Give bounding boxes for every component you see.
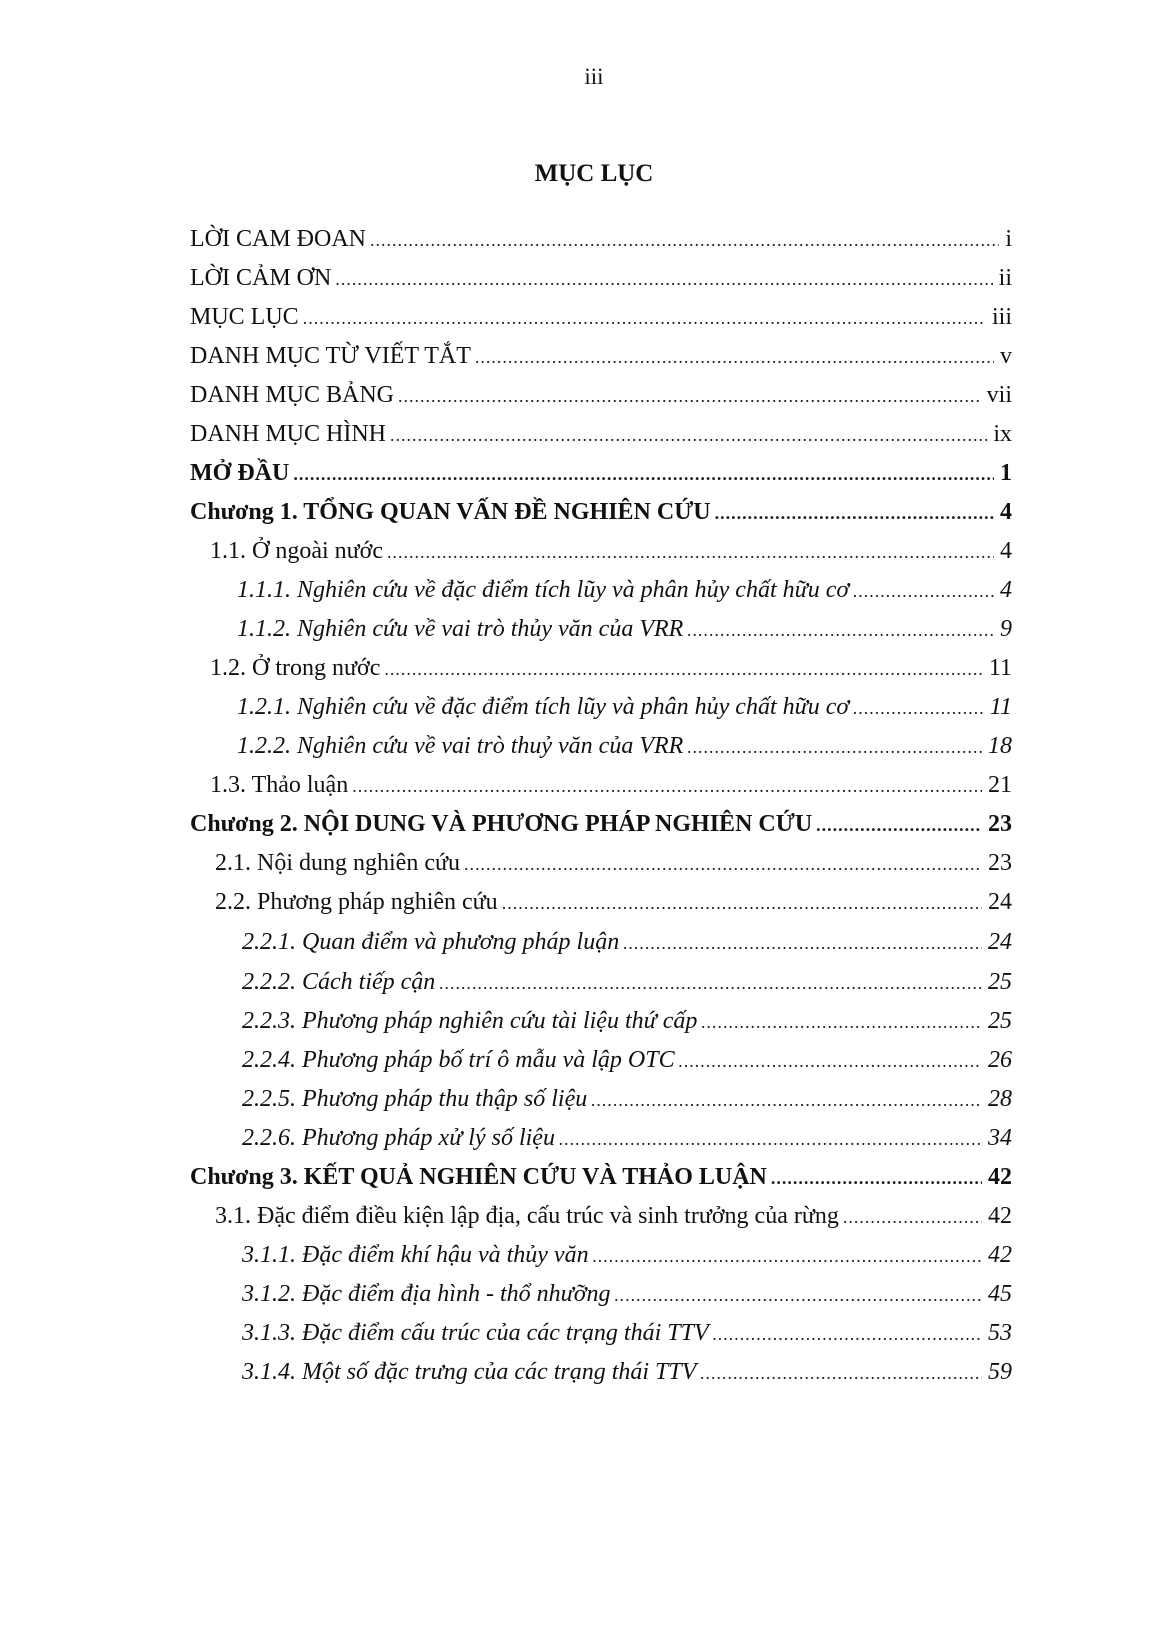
toc-leader-dots xyxy=(593,1239,982,1273)
toc-entry[interactable] xyxy=(190,222,1012,256)
toc-entry-page: 18 xyxy=(988,733,1012,759)
toc-entry[interactable] xyxy=(242,1277,1012,1311)
page-number: iii xyxy=(584,64,604,89)
toc-entry[interactable] xyxy=(210,651,1012,685)
toc-entry-page: 26 xyxy=(988,1047,1012,1073)
toc-entry-page: 25 xyxy=(988,969,1012,995)
toc-entry[interactable] xyxy=(242,1355,1012,1389)
toc-entry-page: 24 xyxy=(988,889,1012,915)
toc-entry-text: 3.1.1. Đặc điểm khí hậu và thủy văn xyxy=(242,1242,589,1268)
toc-entry-text: 3.1.2. Đặc điểm địa hình - thổ nhưỡng xyxy=(242,1281,611,1307)
toc-entry-text: 2.2.6. Phương pháp xử lý số liệu xyxy=(242,1125,555,1151)
toc-leader-dots xyxy=(387,535,994,569)
toc-entry-page: 28 xyxy=(988,1086,1012,1112)
toc-entry-text: 2.1. Nội dung nghiên cứu xyxy=(215,850,460,876)
toc-entry-text: 2.2.3. Phương pháp nghiên cứu tài liệu thứ cấp xyxy=(242,1008,698,1034)
toc-entry-page: 42 xyxy=(988,1242,1012,1268)
toc-entry[interactable] xyxy=(237,729,1012,763)
toc-leader-dots xyxy=(713,1317,982,1351)
toc-entry-page: 11 xyxy=(988,655,1012,681)
toc-leader-dots xyxy=(701,1005,982,1039)
toc-entry[interactable] xyxy=(190,261,1012,295)
toc-leader-dots xyxy=(700,1356,982,1390)
toc-entry-page: ii xyxy=(998,265,1012,291)
toc-entry-page: 42 xyxy=(988,1203,1012,1229)
toc-entry[interactable] xyxy=(190,807,1012,841)
toc-leader-dots xyxy=(623,926,982,960)
toc-entry-text: DANH MỤC BẢNG xyxy=(190,382,395,408)
toc-entry[interactable] xyxy=(242,1082,1012,1116)
toc-entry-page: 11 xyxy=(989,694,1012,720)
toc-entry[interactable] xyxy=(190,378,1012,412)
toc-entry[interactable] xyxy=(190,495,1012,529)
toc-entry-page: 4 xyxy=(1000,577,1012,603)
toc-entry-page: 59 xyxy=(988,1359,1012,1385)
toc-entry[interactable] xyxy=(215,1199,1012,1233)
toc-entry-text: 3.1.4. Một số đặc trưng của các trạng thái TTV xyxy=(242,1359,697,1385)
toc-leader-dots xyxy=(439,966,982,1000)
toc-entry-page: 1 xyxy=(1000,460,1012,486)
toc-leader-dots xyxy=(771,1161,982,1195)
toc-entry-text: 2.2.4. Phương pháp bố trí ô mẫu và lập OTC xyxy=(242,1047,675,1073)
toc-entry-page: vii xyxy=(986,382,1012,408)
toc-entry[interactable] xyxy=(242,1238,1012,1272)
toc-entry-page: iii xyxy=(991,304,1012,330)
toc-entry-text: Chương 1. TỔNG QUAN VẤN ĐỀ NGHIÊN CỨU xyxy=(190,499,711,525)
toc-leader-dots xyxy=(335,262,992,296)
toc-entry[interactable] xyxy=(237,573,1012,607)
toc-entry-page: 45 xyxy=(988,1281,1012,1307)
toc-entry[interactable] xyxy=(215,846,1012,880)
toc-leader-dots xyxy=(853,574,994,608)
toc-leader-dots xyxy=(591,1083,982,1117)
toc-entry-text: Chương 2. NỘI DUNG VÀ PHƯƠNG PHÁP NGHIÊN CỨU xyxy=(190,811,813,837)
toc-leader-dots xyxy=(816,808,982,842)
toc-entry-text: 1.2.2. Nghiên cứu về vai trò thuỷ văn của VRR xyxy=(237,733,684,759)
toc-entry-text: DANH MỤC TỪ VIẾT TẮT xyxy=(190,343,471,369)
toc-entry-text: 1.1.2. Nghiên cứu về vai trò thủy văn của VRR xyxy=(237,616,684,642)
toc-entry-text: 2.2.2. Cách tiếp cận xyxy=(242,969,436,995)
toc-entry-page: v xyxy=(1000,343,1012,369)
toc-leader-dots xyxy=(687,730,982,764)
toc-entry-text: 3.1.3. Đặc điểm cấu trúc của các trạng thái TTV xyxy=(242,1320,709,1346)
toc-leader-dots xyxy=(853,691,984,725)
toc-leader-dots xyxy=(370,223,999,257)
toc-entry[interactable] xyxy=(190,339,1012,373)
toc-entry-page: 34 xyxy=(988,1125,1012,1151)
toc-entry-page: 25 xyxy=(988,1008,1012,1034)
toc-entry-page: 23 xyxy=(988,850,1012,876)
page-title: MỤC LỤC xyxy=(534,160,654,187)
toc-entry-text: MỞ ĐẦU xyxy=(190,460,290,486)
toc-entry[interactable] xyxy=(190,417,1012,451)
toc-leader-dots xyxy=(615,1278,982,1312)
toc-entry-text: 1.1.1. Nghiên cứu về đặc điểm tích lũy và phân hủy chất hữu cơ xyxy=(237,577,850,603)
toc-entry[interactable] xyxy=(190,1160,1012,1194)
toc-leader-dots xyxy=(352,769,982,803)
toc-entry-text: 2.2.1. Quan điểm và phương pháp luận xyxy=(242,929,620,955)
toc-entry[interactable] xyxy=(210,768,1012,802)
toc-leader-dots xyxy=(559,1122,982,1156)
toc-leader-dots xyxy=(390,418,987,452)
toc-entry[interactable] xyxy=(242,965,1012,999)
toc-entry-text: 3.1. Đặc điểm điều kiện lập địa, cấu trúc và sinh trưởng của rừng xyxy=(215,1203,839,1229)
toc-entry-text: LỜI CẢM ƠN xyxy=(190,265,332,291)
toc-entry-page: 9 xyxy=(1000,616,1012,642)
toc-leader-dots xyxy=(679,1044,982,1078)
toc-entry[interactable] xyxy=(242,1316,1012,1350)
toc-leader-dots xyxy=(687,613,994,647)
toc-entry-text: DANH MỤC HÌNH xyxy=(190,421,386,447)
toc-entry-text: 2.2. Phương pháp nghiên cứu xyxy=(215,889,498,915)
toc-entry-page: i xyxy=(1005,226,1012,252)
toc-entry-page: 24 xyxy=(988,929,1012,955)
toc-entry-text: 1.2.1. Nghiên cứu về đặc điểm tích lũy và phân hủy chất hữu cơ xyxy=(237,694,850,720)
toc-entry-page: 42 xyxy=(988,1164,1012,1190)
toc-entry-page: 4 xyxy=(1000,538,1012,564)
toc-entry-text: 2.2.5. Phương pháp thu thập số liệu xyxy=(242,1086,588,1112)
toc-entry[interactable] xyxy=(237,612,1012,646)
toc-leader-dots xyxy=(475,340,994,374)
toc-entry-text: LỜI CAM ĐOAN xyxy=(190,226,366,252)
toc-leader-dots xyxy=(715,496,994,530)
toc-entry[interactable] xyxy=(242,1043,1012,1077)
toc-entry[interactable] xyxy=(190,456,1012,490)
toc-entry[interactable] xyxy=(190,300,1012,334)
toc-entry-text: 1.2. Ở trong nước xyxy=(210,655,381,681)
toc-leader-dots xyxy=(303,301,986,335)
toc-entry-page: 53 xyxy=(988,1320,1012,1346)
toc-entry-page: 21 xyxy=(988,772,1012,798)
toc-entry[interactable] xyxy=(215,885,1012,919)
toc-entry[interactable] xyxy=(242,1121,1012,1155)
toc-leader-dots xyxy=(398,379,981,413)
toc-leader-dots xyxy=(502,886,982,920)
toc-entry-text: Chương 3. KẾT QUẢ NGHIÊN CỨU VÀ THẢO LUẬN xyxy=(190,1164,767,1190)
toc-entry[interactable] xyxy=(210,534,1012,568)
toc-leader-dots xyxy=(293,457,994,491)
toc-entry[interactable] xyxy=(242,925,1012,959)
toc-entry-text: 1.3. Thảo luận xyxy=(210,772,349,798)
toc-entry[interactable] xyxy=(237,690,1012,724)
toc-entry-text: MỤC LỤC xyxy=(190,304,299,330)
toc-entry-page: 23 xyxy=(988,811,1012,837)
toc-entry-page: ix xyxy=(993,421,1012,447)
toc-entry-text: 1.1. Ở ngoài nước xyxy=(210,538,384,564)
toc-leader-dots xyxy=(843,1200,982,1234)
toc-entry[interactable] xyxy=(242,1004,1012,1038)
toc-leader-dots xyxy=(464,847,982,881)
toc-leader-dots xyxy=(384,652,983,686)
toc-entry-page: 4 xyxy=(1000,499,1012,525)
